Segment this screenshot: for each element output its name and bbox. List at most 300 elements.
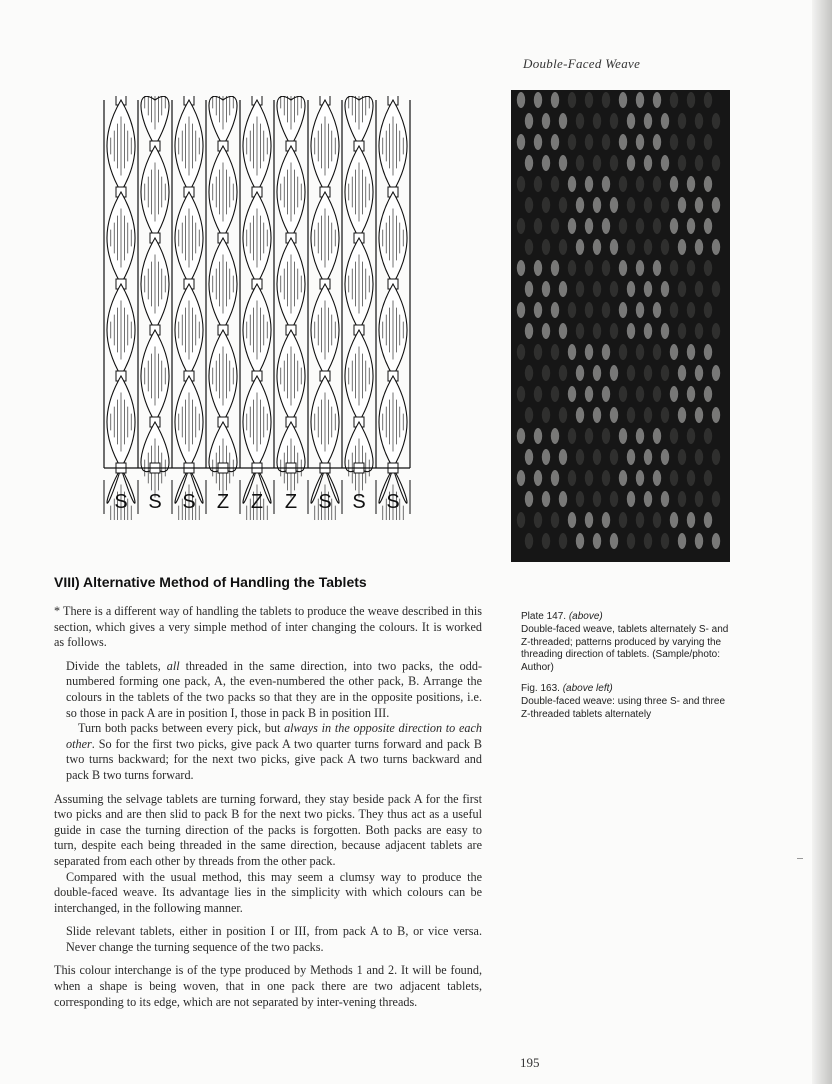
woven-stitch bbox=[585, 470, 593, 486]
woven-stitch bbox=[542, 113, 550, 129]
woven-stitch bbox=[602, 218, 610, 234]
woven-stitch bbox=[619, 470, 627, 486]
woven-stitch bbox=[551, 302, 559, 318]
woven-stitch bbox=[661, 533, 669, 549]
woven-stitch bbox=[687, 260, 695, 276]
woven-stitch bbox=[517, 428, 525, 444]
woven-stitch bbox=[525, 533, 533, 549]
woven-stitch bbox=[542, 491, 550, 507]
woven-stitch bbox=[712, 281, 720, 297]
woven-stitch bbox=[542, 323, 550, 339]
woven-stitch bbox=[644, 197, 652, 213]
woven-stitch bbox=[610, 323, 618, 339]
text-run: threaded in the same direction, into two packs, the odd-numbered forming one pack, A, the even-numbered the other pack, B. Arrange the colours in the tablets of the two packs so that they are in the opposite positions, i.e. so those in pack A are in position I, those in pack B in position III. bbox=[66, 658, 483, 720]
woven-stitch bbox=[687, 302, 695, 318]
woven-stitch bbox=[636, 470, 644, 486]
woven-stitch bbox=[712, 533, 720, 549]
woven-stitch bbox=[636, 428, 644, 444]
woven-stitch bbox=[636, 176, 644, 192]
plate-caption bbox=[521, 611, 731, 675]
woven-stitch bbox=[585, 428, 593, 444]
woven-stitch bbox=[704, 470, 712, 486]
woven-stitch bbox=[678, 365, 686, 381]
woven-stitch bbox=[585, 386, 593, 402]
woven-stitch bbox=[636, 134, 644, 150]
woven-stitch bbox=[602, 344, 610, 360]
woven-stitch bbox=[695, 113, 703, 129]
woven-stitch bbox=[627, 197, 635, 213]
woven-stitch bbox=[568, 512, 576, 528]
woven-stitch bbox=[568, 344, 576, 360]
woven-stitch bbox=[627, 365, 635, 381]
woven-stitch bbox=[636, 218, 644, 234]
threading-label: S bbox=[318, 491, 332, 513]
woven-stitch bbox=[610, 155, 618, 171]
woven-stitch bbox=[534, 134, 542, 150]
emphasis: always in the opposite direction to each other bbox=[66, 721, 482, 751]
woven-stitch bbox=[661, 197, 669, 213]
woven-stitch bbox=[653, 260, 661, 276]
woven-stitch bbox=[653, 386, 661, 402]
woven-stitch bbox=[712, 197, 720, 213]
woven-stitch bbox=[619, 344, 627, 360]
woven-stitch bbox=[576, 323, 584, 339]
woven-stitch bbox=[517, 134, 525, 150]
woven-stitch bbox=[619, 512, 627, 528]
woven-stitch bbox=[559, 407, 567, 423]
paragraph-interchange: This colour interchange is of the type produced by Methods 1 and 2. It will be found, when a shape is being woven, that in one pack there are two adjacent tablets, corresponding to its edge, which are not separated by inter-vening threads. bbox=[54, 963, 482, 1009]
woven-stitch bbox=[551, 92, 559, 108]
woven-stitch bbox=[593, 449, 601, 465]
woven-stitch bbox=[525, 113, 533, 129]
woven-stitch bbox=[593, 113, 601, 129]
woven-stitch bbox=[585, 92, 593, 108]
woven-stitch bbox=[661, 155, 669, 171]
woven-stitch bbox=[678, 239, 686, 255]
woven-stitch bbox=[576, 491, 584, 507]
woven-stitch bbox=[619, 260, 627, 276]
woven-stitch bbox=[661, 323, 669, 339]
woven-stitch bbox=[517, 512, 525, 528]
woven-stitch bbox=[551, 470, 559, 486]
section-heading: VIII) Alternative Method of Handling the Tablets bbox=[54, 574, 367, 590]
woven-stitch bbox=[687, 92, 695, 108]
woven-stitch bbox=[704, 134, 712, 150]
paragraph-intro-text: There is a different way of handling the tablets to produce the weave described in this section, which gives a very simple method of inter changing the colours. It is worked as follows. bbox=[54, 604, 483, 650]
woven-stitch bbox=[704, 428, 712, 444]
woven-stitch bbox=[542, 365, 550, 381]
woven-stitch bbox=[534, 512, 542, 528]
plate-caption-position: (above) bbox=[568, 611, 603, 622]
woven-stitch bbox=[695, 281, 703, 297]
woven-stitch bbox=[627, 113, 635, 129]
woven-stitch bbox=[576, 155, 584, 171]
figure-caption-position: (above left) bbox=[562, 683, 613, 694]
woven-stitch bbox=[517, 470, 525, 486]
woven-stitch bbox=[670, 218, 678, 234]
woven-stitch bbox=[695, 239, 703, 255]
woven-stitch bbox=[678, 533, 686, 549]
woven-stitch bbox=[636, 512, 644, 528]
woven-stitch bbox=[712, 407, 720, 423]
woven-stitch bbox=[653, 218, 661, 234]
woven-stitch bbox=[687, 134, 695, 150]
woven-stitch bbox=[661, 407, 669, 423]
woven-stitch bbox=[585, 344, 593, 360]
threading-label: S bbox=[148, 491, 162, 513]
woven-stitch bbox=[644, 323, 652, 339]
woven-stitch bbox=[704, 512, 712, 528]
woven-stitch bbox=[644, 281, 652, 297]
woven-stitch bbox=[712, 365, 720, 381]
paragraph-turn bbox=[66, 721, 482, 783]
woven-stitch bbox=[593, 407, 601, 423]
threading-label: S bbox=[114, 491, 128, 513]
text-run: Turn both packs between every pick, but bbox=[78, 721, 285, 736]
woven-stitch bbox=[627, 533, 635, 549]
woven-stitch bbox=[619, 176, 627, 192]
woven-stitch bbox=[576, 365, 584, 381]
woven-stitch bbox=[568, 134, 576, 150]
woven-stitch bbox=[661, 239, 669, 255]
woven-stitch bbox=[559, 323, 567, 339]
woven-stitch bbox=[585, 218, 593, 234]
woven-stitch bbox=[661, 365, 669, 381]
woven-stitch bbox=[610, 197, 618, 213]
woven-stitch bbox=[576, 407, 584, 423]
woven-stitch bbox=[585, 134, 593, 150]
woven-stitch bbox=[542, 407, 550, 423]
woven-stitch bbox=[644, 533, 652, 549]
emphasis: all bbox=[166, 658, 180, 673]
woven-stitch bbox=[644, 113, 652, 129]
woven-stitch bbox=[644, 365, 652, 381]
woven-stitch bbox=[644, 407, 652, 423]
woven-stitch bbox=[576, 197, 584, 213]
woven-stitch bbox=[653, 92, 661, 108]
woven-stitch bbox=[568, 470, 576, 486]
woven-stitch bbox=[712, 113, 720, 129]
woven-stitch bbox=[704, 92, 712, 108]
woven-stitch bbox=[627, 449, 635, 465]
woven-stitch bbox=[704, 218, 712, 234]
woven-stitch bbox=[534, 386, 542, 402]
woven-stitch bbox=[525, 281, 533, 297]
woven-stitch bbox=[542, 533, 550, 549]
woven-stitch bbox=[593, 491, 601, 507]
woven-stitch bbox=[568, 218, 576, 234]
woven-stitch bbox=[704, 344, 712, 360]
woven-stitch bbox=[610, 281, 618, 297]
woven-stitch bbox=[661, 491, 669, 507]
woven-stitch bbox=[551, 428, 559, 444]
woven-stitch bbox=[644, 449, 652, 465]
paragraph-slide: Slide relevant tablets, either in position I or III, from pack A to B, or vice versa. Never change the turning sequence of the two packs. bbox=[66, 924, 482, 954]
woven-stitch bbox=[542, 155, 550, 171]
woven-stitch bbox=[551, 218, 559, 234]
woven-stitch bbox=[610, 491, 618, 507]
woven-stitch bbox=[653, 512, 661, 528]
woven-stitch bbox=[551, 176, 559, 192]
threading-label: S bbox=[386, 491, 400, 513]
threading-label: S bbox=[352, 491, 366, 513]
woven-stitch bbox=[636, 344, 644, 360]
threading-diagram bbox=[92, 96, 422, 520]
woven-stitch bbox=[610, 113, 618, 129]
woven-stitch bbox=[517, 302, 525, 318]
woven-stitch bbox=[534, 260, 542, 276]
woven-stitch bbox=[602, 302, 610, 318]
threading-label: Z bbox=[250, 491, 264, 513]
woven-stitch bbox=[593, 365, 601, 381]
threading-label: Z bbox=[216, 491, 230, 513]
woven-stitch bbox=[517, 344, 525, 360]
woven-stitch bbox=[678, 197, 686, 213]
threading-label: Z bbox=[284, 491, 298, 513]
woven-stitch bbox=[568, 92, 576, 108]
woven-stitch bbox=[551, 386, 559, 402]
woven-stitch bbox=[653, 428, 661, 444]
woven-stitch bbox=[602, 92, 610, 108]
woven-stitch bbox=[568, 176, 576, 192]
woven-stitch bbox=[559, 197, 567, 213]
woven-stitch bbox=[695, 197, 703, 213]
woven-stitch bbox=[695, 323, 703, 339]
woven-stitch bbox=[517, 386, 525, 402]
woven-stitch bbox=[704, 176, 712, 192]
woven-stitch bbox=[534, 92, 542, 108]
woven-stitch bbox=[542, 449, 550, 465]
threading-label: S bbox=[182, 491, 196, 513]
woven-stitch bbox=[534, 302, 542, 318]
woven-stitch bbox=[687, 428, 695, 444]
woven-stitch bbox=[585, 302, 593, 318]
woven-stitch bbox=[534, 344, 542, 360]
woven-stitch bbox=[661, 281, 669, 297]
woven-stitch bbox=[568, 428, 576, 444]
woven-stitch bbox=[576, 281, 584, 297]
woven-stitch bbox=[636, 92, 644, 108]
woven-stitch bbox=[576, 533, 584, 549]
woven-stitch bbox=[670, 386, 678, 402]
woven-stitch bbox=[670, 470, 678, 486]
woven-stitch bbox=[559, 365, 567, 381]
woven-stitch bbox=[661, 449, 669, 465]
woven-stitch bbox=[559, 155, 567, 171]
woven-stitch bbox=[678, 113, 686, 129]
woven-stitch bbox=[619, 218, 627, 234]
woven-stitch bbox=[695, 449, 703, 465]
woven-stitch bbox=[593, 323, 601, 339]
woven-stitch bbox=[542, 281, 550, 297]
woven-stitch bbox=[525, 449, 533, 465]
woven-stitch bbox=[525, 407, 533, 423]
woven-stitch bbox=[712, 323, 720, 339]
woven-stitch bbox=[534, 218, 542, 234]
figure-caption-text: Double-faced weave: using three S- and three Z-threaded tablets alternately bbox=[521, 695, 726, 720]
woven-stitch bbox=[644, 155, 652, 171]
woven-stitch bbox=[670, 512, 678, 528]
woven-stitch bbox=[678, 407, 686, 423]
woven-stitch bbox=[619, 92, 627, 108]
woven-stitch bbox=[704, 260, 712, 276]
woven-stitch bbox=[525, 197, 533, 213]
woven-stitch bbox=[610, 365, 618, 381]
paragraph-compare: Compared with the usual method, this may seem a clumsy way to produce the double-faced weave. Its advantage lies in the simplicity with which colours can be interchanged, in the following manner. bbox=[54, 869, 482, 915]
woven-band-photo bbox=[511, 90, 730, 562]
woven-stitch bbox=[610, 407, 618, 423]
woven-stitch bbox=[559, 239, 567, 255]
paragraph-selvage: Assuming the selvage tablets are turning forward, they stay beside pack A for the first two picks and are then slid to pack B for the next two picks. They thus act as a useful guide in case the turning direction of the packs is forgotten. Both packs are easy to turn, despite each being threaded in the same direction, because adjacent tablets are separated from each other by threads from the other pack. bbox=[54, 791, 482, 868]
woven-stitch bbox=[712, 491, 720, 507]
woven-stitch bbox=[678, 323, 686, 339]
woven-stitch bbox=[517, 176, 525, 192]
woven-stitch bbox=[627, 239, 635, 255]
woven-stitch bbox=[653, 470, 661, 486]
woven-stitch bbox=[653, 176, 661, 192]
margin-mark bbox=[797, 858, 803, 859]
figure-caption bbox=[521, 683, 731, 721]
woven-stitch bbox=[568, 302, 576, 318]
woven-stitch bbox=[525, 491, 533, 507]
running-head: Double-Faced Weave bbox=[523, 56, 641, 71]
woven-stitch bbox=[653, 134, 661, 150]
woven-stitch bbox=[678, 155, 686, 171]
woven-stitch bbox=[559, 113, 567, 129]
woven-stitch bbox=[551, 260, 559, 276]
woven-stitch bbox=[525, 155, 533, 171]
woven-stitch bbox=[525, 323, 533, 339]
woven-stitch bbox=[670, 176, 678, 192]
woven-stitch bbox=[687, 512, 695, 528]
woven-stitch bbox=[704, 386, 712, 402]
woven-stitch bbox=[593, 197, 601, 213]
woven-stitch bbox=[695, 491, 703, 507]
woven-stitch bbox=[602, 512, 610, 528]
woven-stitch bbox=[602, 134, 610, 150]
woven-stitch bbox=[619, 302, 627, 318]
woven-stitch bbox=[602, 176, 610, 192]
asterisk: * bbox=[54, 604, 61, 618]
woven-stitch bbox=[551, 134, 559, 150]
woven-stitch bbox=[670, 134, 678, 150]
woven-stitch bbox=[559, 491, 567, 507]
woven-stitch bbox=[695, 407, 703, 423]
woven-stitch bbox=[610, 239, 618, 255]
woven-stitch bbox=[619, 428, 627, 444]
woven-stitch bbox=[525, 365, 533, 381]
woven-stitch bbox=[712, 239, 720, 255]
woven-stitch bbox=[644, 239, 652, 255]
woven-stitch bbox=[712, 155, 720, 171]
woven-stitch bbox=[670, 344, 678, 360]
woven-stitch bbox=[585, 260, 593, 276]
body-text bbox=[54, 604, 482, 1010]
woven-stitch bbox=[576, 239, 584, 255]
woven-stitch bbox=[619, 386, 627, 402]
woven-stitch bbox=[670, 260, 678, 276]
woven-stitch bbox=[678, 281, 686, 297]
woven-stitch bbox=[627, 407, 635, 423]
page-gutter-shadow bbox=[812, 0, 832, 1084]
woven-stitch bbox=[687, 386, 695, 402]
woven-stitch bbox=[695, 365, 703, 381]
woven-stitch bbox=[687, 176, 695, 192]
woven-stitch bbox=[610, 533, 618, 549]
woven-stitch bbox=[695, 155, 703, 171]
woven-stitch bbox=[602, 386, 610, 402]
woven-stitch bbox=[687, 218, 695, 234]
woven-stitch bbox=[534, 176, 542, 192]
page-number: 195 bbox=[520, 1055, 540, 1070]
woven-stitch bbox=[704, 302, 712, 318]
woven-stitch bbox=[636, 386, 644, 402]
paragraph-divide bbox=[66, 659, 482, 721]
woven-stitch bbox=[559, 281, 567, 297]
plate-caption-label: Plate 147. bbox=[521, 611, 567, 622]
woven-stitch bbox=[534, 470, 542, 486]
woven-stitch bbox=[517, 260, 525, 276]
woven-stitch bbox=[678, 449, 686, 465]
woven-stitch bbox=[559, 449, 567, 465]
woven-stitch bbox=[636, 260, 644, 276]
woven-stitch bbox=[525, 239, 533, 255]
woven-stitch bbox=[661, 113, 669, 129]
text-run: . So for the first two picks, give pack A two quarter turns forward and pack B two turns backward; for the next two picks, give pack A two turns backward and pack B two turns forward. bbox=[66, 736, 482, 782]
woven-stitch bbox=[542, 197, 550, 213]
woven-stitch bbox=[670, 428, 678, 444]
woven-stitch bbox=[551, 512, 559, 528]
woven-stitch bbox=[517, 218, 525, 234]
woven-stitch bbox=[712, 449, 720, 465]
woven-stitch bbox=[619, 134, 627, 150]
woven-stitch bbox=[517, 92, 525, 108]
woven-stitch bbox=[627, 281, 635, 297]
paragraph-intro bbox=[54, 604, 482, 651]
woven-stitch bbox=[687, 470, 695, 486]
woven-stitch bbox=[627, 323, 635, 339]
woven-stitch bbox=[627, 491, 635, 507]
woven-stitch bbox=[644, 491, 652, 507]
woven-stitch bbox=[636, 302, 644, 318]
woven-stitch bbox=[576, 449, 584, 465]
woven-stitch bbox=[559, 533, 567, 549]
woven-stitch bbox=[551, 344, 559, 360]
woven-stitch bbox=[670, 302, 678, 318]
woven-stitch bbox=[534, 428, 542, 444]
text-run: Divide the tablets, bbox=[66, 658, 167, 673]
woven-stitch bbox=[593, 155, 601, 171]
woven-stitch bbox=[585, 176, 593, 192]
woven-stitch bbox=[602, 470, 610, 486]
woven-stitch bbox=[568, 260, 576, 276]
woven-stitch bbox=[593, 533, 601, 549]
figure-caption-label: Fig. 163. bbox=[521, 683, 560, 694]
woven-stitch bbox=[568, 386, 576, 402]
woven-stitch bbox=[695, 533, 703, 549]
woven-stitch bbox=[687, 344, 695, 360]
woven-stitch bbox=[653, 302, 661, 318]
woven-stitch bbox=[593, 281, 601, 297]
woven-stitch bbox=[542, 239, 550, 255]
woven-stitch bbox=[670, 92, 678, 108]
woven-stitch bbox=[610, 449, 618, 465]
woven-stitch bbox=[602, 428, 610, 444]
woven-stitch bbox=[678, 491, 686, 507]
woven-stitch bbox=[585, 512, 593, 528]
woven-stitch bbox=[653, 344, 661, 360]
woven-stitch bbox=[576, 113, 584, 129]
